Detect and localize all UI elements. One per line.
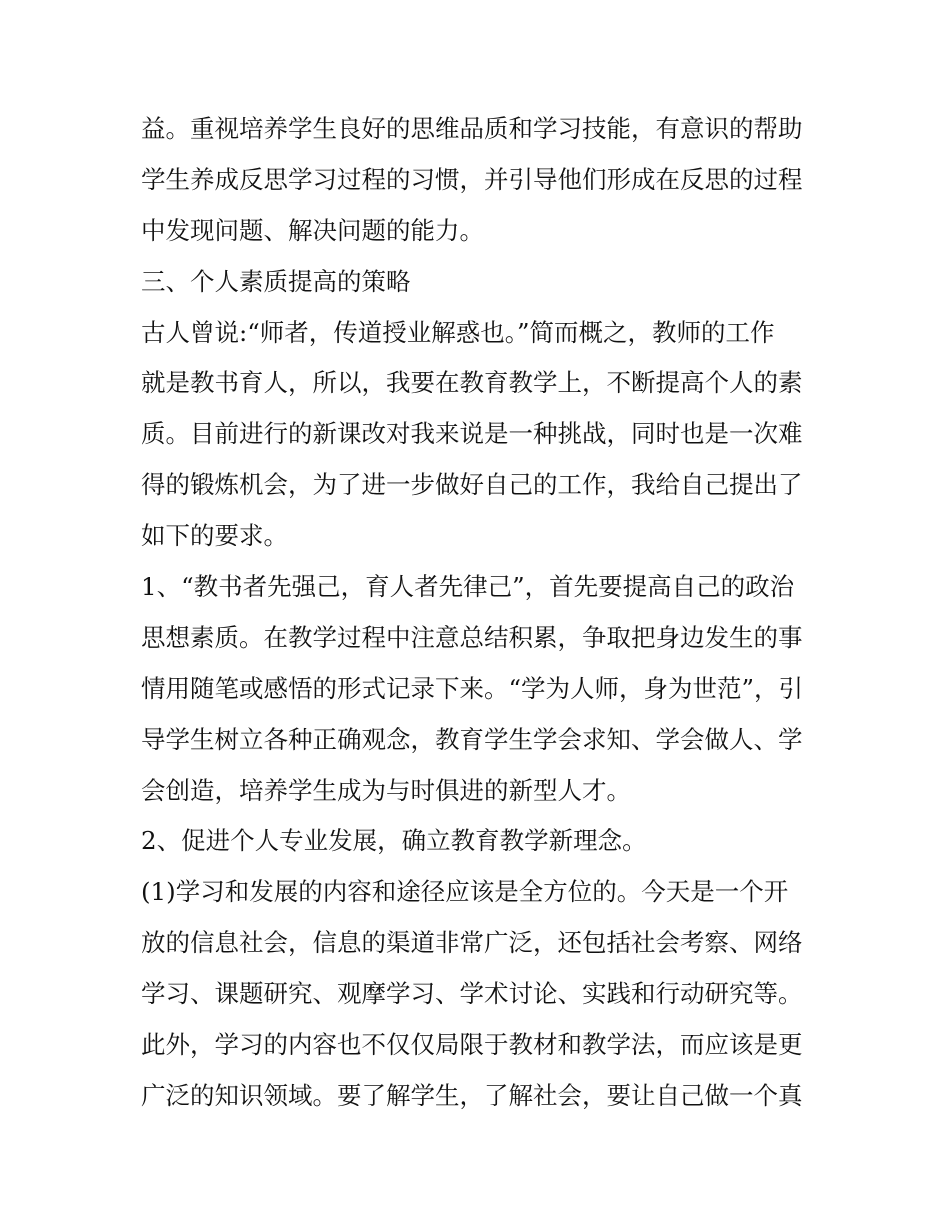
text-line: 得的锻炼机会，为了进一步做好自己的工作，我给自己提出了 <box>141 470 803 500</box>
text-line: 就是教书育人，所以，我要在教育教学上，不断提高个人的素 <box>141 368 803 398</box>
text-line: 质。目前进行的新课改对我来说是一种挑战，同时也是一次难 <box>141 419 803 449</box>
text-line: 情用随笔或感悟的形式记录下来。“学为人师，身为世范”，引 <box>141 673 804 703</box>
text-line: 学生养成反思学习过程的习惯，并引导他们形成在反思的过程 <box>141 164 803 194</box>
text-line: 放的信息社会，信息的渠道非常广泛，还包括社会考察、网络 <box>141 928 803 958</box>
numbered-item-line: 2、促进个人专业发展，确立教育教学新理念。 <box>141 826 647 856</box>
text-line: 古人曾说:“师者，传道授业解惑也。”简而概之，教师的工作 <box>141 317 775 347</box>
text-line: 学习、课题研究、观摩学习、学术讨论、实践和行动研究等。 <box>141 979 803 1009</box>
body-text <box>141 104 821 1122</box>
text-line: 思想素质。在教学过程中注意总结积累，争取把身边发生的事 <box>141 622 803 652</box>
text-line: 此外，学习的内容也不仅仅局限于教材和教学法，而应该是更 <box>141 1030 803 1060</box>
numbered-item-line: 1、“教书者先强己，育人者先律己”，首先要提高自己的政治 <box>141 572 795 602</box>
sub-item-line: (1)学习和发展的内容和途径应该是全方位的。今天是一个开 <box>141 877 789 907</box>
text-line: 导学生树立各种正确观念，教育学生学会求知、学会做人、学 <box>141 724 803 754</box>
text-line: 益。重视培养学生良好的思维品质和学习技能，有意识的帮助 <box>141 114 803 143</box>
section-heading: 三、个人素质提高的策略 <box>141 266 411 296</box>
text-line: 会创造，培养学生成为与时俱进的新型人才。 <box>141 775 631 805</box>
text-line: 广泛的知识领域。要了解学生，了解社会，要让自己做一个真 <box>141 1080 803 1110</box>
text-line: 中发现问题、解决问题的能力。 <box>141 215 484 245</box>
text-line: 如下的要求。 <box>141 521 288 551</box>
